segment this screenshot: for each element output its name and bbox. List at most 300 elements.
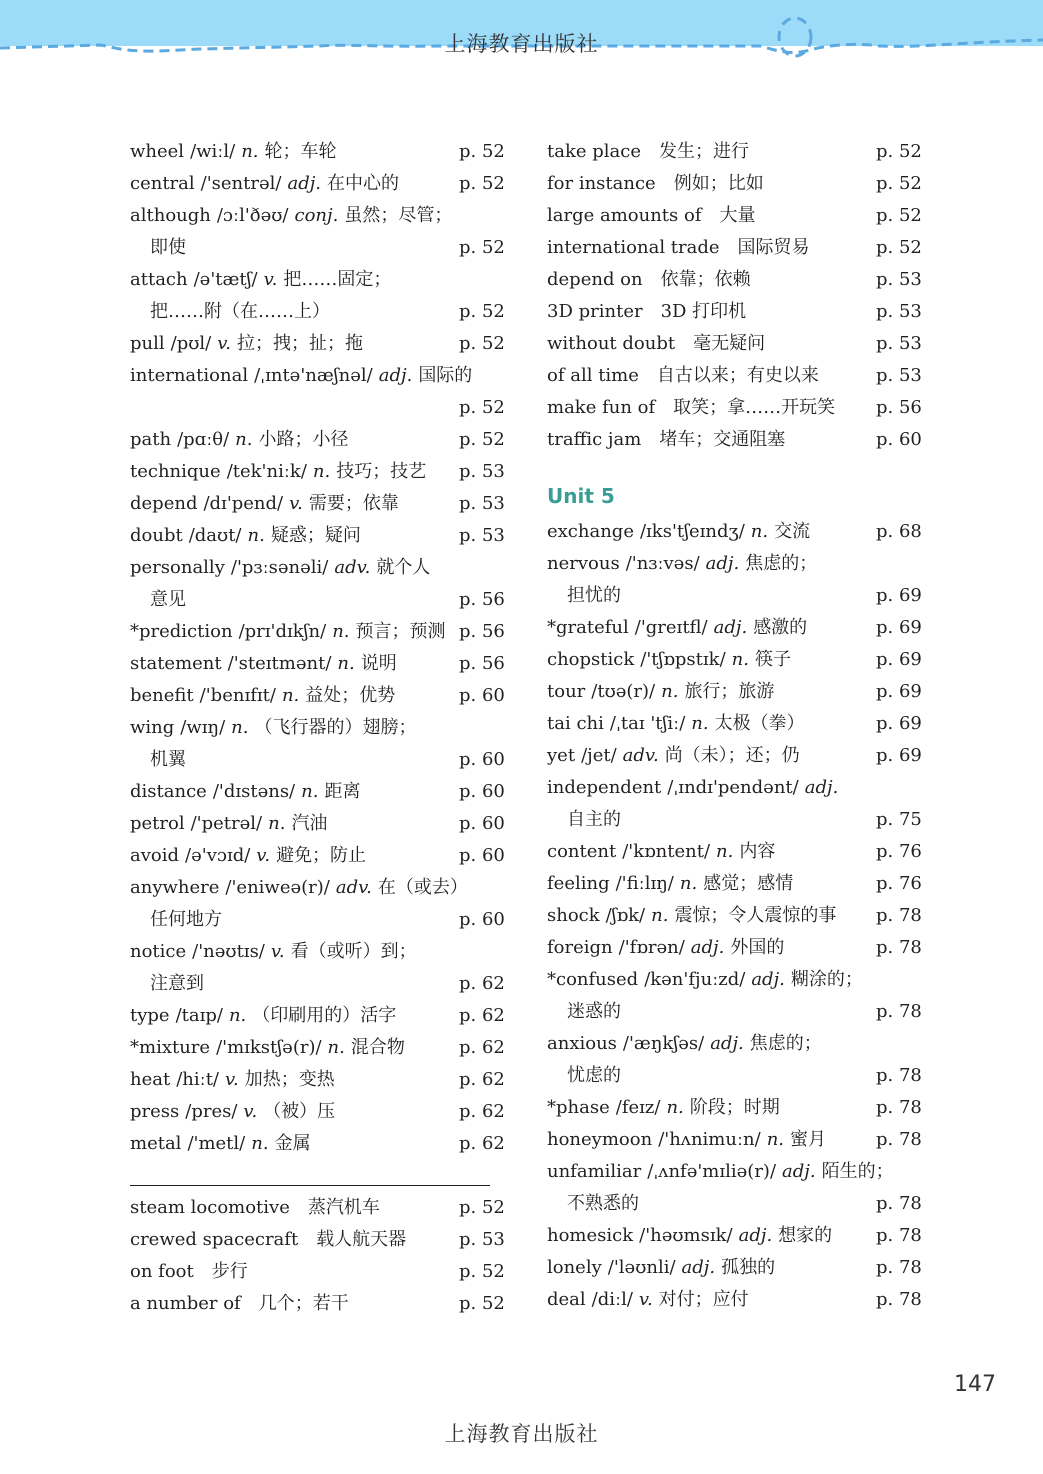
- phonetic: /'steɪtmənt/: [227, 653, 332, 674]
- phonetic: /pɑːθ/: [177, 429, 230, 450]
- vocab-line: [130, 616, 505, 648]
- word: foreign: [547, 937, 613, 958]
- publisher-footer: 上海教育出版社: [444, 1422, 599, 1446]
- vocab-line: [547, 804, 922, 836]
- part-of-speech: n.: [332, 621, 350, 642]
- part-of-speech: v.: [225, 1069, 239, 1090]
- part-of-speech: n.: [251, 1133, 269, 1154]
- page-reference: p. 52: [459, 301, 505, 322]
- phonetic: /pʊl/: [170, 333, 212, 354]
- meaning: 阶段；时期: [689, 1097, 780, 1118]
- page-reference: p. 53: [876, 333, 922, 354]
- word: petrol: [130, 813, 185, 834]
- part-of-speech: adj.: [713, 617, 748, 638]
- phonetic: /ˌɪndɪ'pendənt/: [667, 777, 799, 798]
- meaning: （被）压: [263, 1101, 336, 1122]
- vocab-line: [130, 1256, 505, 1288]
- vocab-line: [547, 900, 922, 932]
- word: technique: [130, 461, 221, 482]
- meaning: 自主的: [567, 809, 621, 830]
- word: independent: [547, 777, 662, 798]
- word: homesick: [547, 1225, 634, 1246]
- part-of-speech: adj.: [287, 173, 322, 194]
- vocab-line: [547, 1220, 922, 1252]
- word: tour: [547, 681, 586, 702]
- word: take place: [547, 141, 641, 162]
- page-reference: p. 78: [876, 1097, 922, 1118]
- word: *prediction: [130, 621, 233, 642]
- word: anxious: [547, 1033, 617, 1054]
- phonetic: /'nɜːvəs/: [625, 553, 700, 574]
- vocab-line: [547, 1156, 919, 1188]
- vocab-line: [547, 264, 922, 296]
- page-reference: p. 53: [876, 269, 922, 290]
- meaning: 例如；比如: [673, 173, 764, 194]
- meaning: 发生；进行: [659, 141, 749, 162]
- word: deal: [547, 1289, 586, 1310]
- page-number: 147: [954, 1372, 996, 1397]
- page-reference: p. 78: [876, 1193, 922, 1214]
- word: shock: [547, 905, 600, 926]
- word: type: [130, 1005, 170, 1026]
- word: attach: [130, 269, 188, 290]
- page-reference: p. 60: [459, 845, 505, 866]
- page-reference: p. 78: [876, 937, 922, 958]
- part-of-speech: n.: [661, 681, 679, 702]
- part-of-speech: n.: [716, 841, 734, 862]
- meaning: 蜜月: [790, 1129, 827, 1150]
- part-of-speech: n.: [281, 685, 300, 706]
- word: personally: [130, 557, 225, 578]
- vocab-line: [130, 776, 505, 808]
- word: doubt: [130, 525, 183, 546]
- word: distance: [130, 781, 207, 802]
- part-of-speech: conj.: [294, 205, 339, 226]
- word: depend on: [547, 269, 643, 290]
- page-reference: p. 52: [876, 141, 922, 162]
- meaning: 说明: [360, 653, 397, 674]
- page-reference: p. 78: [876, 1289, 922, 1310]
- word: content: [547, 841, 617, 862]
- phonetic: /taɪp/: [175, 1005, 223, 1026]
- page-reference: p. 52: [459, 1293, 505, 1314]
- vocab-line: [130, 1224, 505, 1256]
- meaning: 注意到: [150, 973, 204, 994]
- page-reference: p. 52: [459, 1197, 505, 1218]
- vocab-line: [547, 360, 922, 392]
- meaning: 大量: [719, 205, 756, 226]
- word: a number of: [130, 1293, 241, 1314]
- meaning: 几个；若干: [258, 1293, 349, 1314]
- word: wing: [130, 717, 175, 738]
- phonetic: /diːl/: [591, 1289, 633, 1310]
- part-of-speech: n.: [337, 653, 355, 674]
- meaning: 交流: [774, 521, 811, 542]
- meaning: 避免；防止: [276, 845, 367, 866]
- meaning: 混合物: [350, 1037, 405, 1058]
- meaning: 焦虑的；: [745, 553, 818, 574]
- vocab-line: [130, 552, 502, 584]
- page-reference: p. 69: [876, 681, 922, 702]
- vocab-line: [547, 676, 922, 708]
- meaning: 意见: [150, 589, 186, 610]
- phonetic: /'greɪtfl/: [634, 617, 708, 638]
- meaning: 毫无疑问: [693, 333, 766, 354]
- word: path: [130, 429, 172, 450]
- part-of-speech: n.: [731, 649, 749, 670]
- vocab-line: [547, 1188, 922, 1220]
- meaning: 预言；预测: [355, 621, 446, 642]
- vocab-line: [547, 548, 919, 580]
- meaning: 看（或听）到；: [290, 941, 417, 962]
- word: *confused: [547, 969, 639, 990]
- phrase-list-right: [547, 136, 922, 456]
- meaning: （飞行器的）翅膀；: [254, 717, 417, 738]
- page-reference: p. 62: [459, 973, 505, 994]
- part-of-speech: v.: [243, 1101, 258, 1122]
- part-of-speech: adj.: [782, 1161, 816, 1182]
- phonetic: /'hʌnimuːn/: [658, 1129, 761, 1150]
- word: anywhere: [130, 877, 220, 898]
- word: avoid: [130, 845, 180, 866]
- vocab-line: [547, 136, 922, 168]
- phonetic: /wiːl/: [190, 141, 236, 162]
- word: benefit: [130, 685, 194, 706]
- page-reference: p. 78: [876, 1001, 922, 1022]
- word: depend: [130, 493, 198, 514]
- meaning: 自古以来；有史以来: [656, 365, 819, 386]
- part-of-speech: v.: [270, 941, 285, 962]
- vocab-line: [130, 968, 505, 1000]
- page-reference: p. 53: [876, 301, 922, 322]
- vocab-line: [547, 424, 922, 456]
- phonetic: /'æŋkʃəs/: [622, 1033, 705, 1054]
- vocab-line: [130, 680, 505, 712]
- word: of all time: [547, 365, 639, 386]
- meaning: 忧虑的: [567, 1065, 621, 1086]
- vocab-line: [130, 1000, 505, 1032]
- page-reference: p. 69: [876, 745, 922, 766]
- phonetic: /dɪ'pend/: [203, 493, 284, 514]
- vocab-line: [130, 1096, 505, 1128]
- meaning: 担忧的: [567, 585, 621, 606]
- word: 3D printer: [547, 301, 643, 322]
- meaning: 步行: [211, 1261, 248, 1282]
- word: large amounts of: [547, 205, 702, 226]
- meaning: 堵车；交通阻塞: [659, 429, 786, 450]
- page-reference: p. 52: [459, 141, 505, 162]
- phonetic: /ɔːl'ðəʊ/: [216, 205, 289, 226]
- meaning: 感激的: [753, 617, 808, 638]
- phonetic: /'pɜːsənəli/: [230, 557, 329, 578]
- meaning: 震惊；令人震惊的事: [674, 905, 837, 926]
- phonetic: /ə'vɔɪd/: [185, 845, 251, 866]
- part-of-speech: n.: [666, 1097, 684, 1118]
- meaning: 在（或去）: [377, 877, 468, 898]
- vocab-line: [547, 168, 922, 200]
- phonetic: /'metl/: [187, 1133, 246, 1154]
- vocab-line: [130, 200, 502, 232]
- vocab-line: [130, 872, 502, 904]
- meaning: 孤独的: [721, 1257, 776, 1278]
- word: *phase: [547, 1097, 610, 1118]
- vocab-line: [547, 644, 922, 676]
- vocab-line: [130, 360, 502, 392]
- word: steam locomotive: [130, 1197, 290, 1218]
- meaning: 虽然；尽管；: [344, 205, 453, 226]
- phonetic: /ˌʌnfə'mɪliə(r)/: [647, 1161, 777, 1182]
- right-column: [547, 136, 922, 1316]
- meaning: 尚（未）；还；仍: [664, 745, 800, 766]
- page-reference: p. 52: [876, 205, 922, 226]
- part-of-speech: adj.: [738, 1225, 773, 1246]
- left-column: [130, 136, 505, 1320]
- part-of-speech: adj.: [804, 777, 839, 798]
- vocab-line: [547, 296, 922, 328]
- word: notice: [130, 941, 187, 962]
- meaning: 3D 打印机: [660, 301, 747, 322]
- page-reference: p. 52: [459, 397, 505, 418]
- word: statement: [130, 653, 222, 674]
- page-reference: p. 52: [459, 429, 505, 450]
- page-reference: p. 76: [876, 873, 922, 894]
- phonetic: /wɪŋ/: [180, 717, 226, 738]
- meaning: 外国的: [730, 937, 785, 958]
- page-reference: p. 52: [876, 173, 922, 194]
- phonetic: /ɪks'tʃeɪndʒ/: [639, 521, 745, 542]
- meaning: 小路；小径: [258, 429, 349, 450]
- page-reference: p. 60: [876, 429, 922, 450]
- meaning: 依靠；依赖: [660, 269, 751, 290]
- vocab-line: [130, 392, 505, 424]
- meaning: 拉；拽；扯；拖: [236, 333, 363, 354]
- phonetic: /pres/: [185, 1101, 238, 1122]
- vocab-line: [130, 296, 505, 328]
- vocab-line: [130, 904, 505, 936]
- vocab-line: [547, 932, 922, 964]
- part-of-speech: v.: [217, 333, 231, 354]
- phonetic: /'tʃɒpstɪk/: [640, 649, 726, 670]
- word: honeymoon: [547, 1129, 653, 1150]
- vocab-line: [547, 740, 922, 772]
- word: lonely: [547, 1257, 602, 1278]
- unit-heading: Unit 5: [547, 484, 615, 508]
- page-reference: p. 62: [459, 1101, 505, 1122]
- part-of-speech: v.: [289, 493, 303, 514]
- word: central: [130, 173, 195, 194]
- word: pull: [130, 333, 165, 354]
- phonetic: /'nəʊtɪs/: [192, 941, 265, 962]
- meaning: 距离: [324, 781, 361, 802]
- vocab-line: [547, 836, 922, 868]
- meaning: 益处；优势: [305, 685, 396, 706]
- meaning: 疑惑；疑问: [270, 525, 361, 546]
- vocab-line: [547, 328, 922, 360]
- page-reference: p. 78: [876, 1257, 922, 1278]
- meaning: 任何地方: [150, 909, 222, 930]
- word: although: [130, 205, 211, 226]
- vocab-line: [547, 1124, 922, 1156]
- vocab-line: [130, 136, 505, 168]
- vocab-line: [130, 328, 505, 360]
- meaning: 需要；依靠: [308, 493, 399, 514]
- page-reference: p. 69: [876, 585, 922, 606]
- phonetic: /'dɪstəns/: [212, 781, 296, 802]
- meaning: 糊涂的；: [790, 969, 863, 990]
- phonetic: /'fiːlɪŋ/: [615, 873, 674, 894]
- vocab-line: [130, 488, 505, 520]
- phonetic: /daʊt/: [188, 525, 242, 546]
- word: chopstick: [547, 649, 635, 670]
- meaning: 金属: [274, 1133, 311, 1154]
- part-of-speech: n.: [241, 141, 259, 162]
- meaning: 国际贸易: [737, 237, 810, 258]
- meaning: 国际的: [418, 365, 473, 386]
- word: feeling: [547, 873, 610, 894]
- part-of-speech: n.: [327, 1037, 345, 1058]
- meaning: 就个人: [376, 557, 431, 578]
- page-reference: p. 60: [459, 685, 505, 706]
- page-reference: p. 53: [459, 461, 505, 482]
- word: nervous: [547, 553, 620, 574]
- meaning: 载人航天器: [316, 1229, 407, 1250]
- part-of-speech: adj.: [681, 1257, 716, 1278]
- word: tai chi: [547, 713, 604, 734]
- phonetic: /'benɪfɪt/: [199, 685, 276, 706]
- page-reference: p. 52: [459, 237, 505, 258]
- meaning: 内容: [739, 841, 776, 862]
- word: exchange: [547, 521, 634, 542]
- part-of-speech: adv.: [335, 877, 372, 898]
- vocab-line: [547, 516, 922, 548]
- page-reference: p. 53: [459, 525, 505, 546]
- part-of-speech: adj.: [378, 365, 413, 386]
- meaning: 把……固定；: [283, 269, 392, 290]
- part-of-speech: adj.: [751, 969, 785, 990]
- page-reference: p. 62: [459, 1069, 505, 1090]
- page-reference: p. 76: [876, 841, 922, 862]
- phonetic: /'mɪkstʃə(r)/: [216, 1037, 322, 1058]
- part-of-speech: n.: [750, 521, 769, 542]
- part-of-speech: n.: [301, 781, 319, 802]
- vocab-line: [130, 744, 505, 776]
- word: wheel: [130, 141, 185, 162]
- vocab-line: [130, 168, 505, 200]
- page-reference: p. 60: [459, 749, 505, 770]
- meaning: 迷惑的: [567, 1001, 621, 1022]
- word: heat: [130, 1069, 171, 1090]
- vocab-line: [130, 456, 505, 488]
- vocab-line: [130, 424, 505, 456]
- phonetic: /prɪ'dɪkʃn/: [238, 621, 327, 642]
- page-reference: p. 56: [459, 653, 505, 674]
- meaning: （印刷用的）活字: [252, 1005, 397, 1026]
- vocab-line: [130, 648, 505, 680]
- part-of-speech: adj.: [705, 553, 740, 574]
- meaning: 机翼: [150, 749, 186, 770]
- phonetic: /ˌtaɪ 'tʃiː/: [609, 713, 686, 734]
- page-reference: p. 62: [459, 1133, 505, 1154]
- meaning: 太极（拳）: [714, 713, 805, 734]
- page-reference: p. 69: [876, 617, 922, 638]
- vocabulary-list-left: [130, 136, 505, 1160]
- page-reference: p. 60: [459, 813, 505, 834]
- page-reference: p. 53: [876, 365, 922, 386]
- word: *mixture: [130, 1037, 211, 1058]
- page-reference: p. 60: [459, 781, 505, 802]
- vocab-line: [130, 264, 502, 296]
- word: make fun of: [547, 397, 656, 418]
- meaning: 轮；车轮: [264, 141, 337, 162]
- vocab-line: [130, 232, 505, 264]
- meaning: 筷子: [754, 649, 791, 670]
- divider-line: [130, 1185, 490, 1186]
- meaning: 取笑；拿……开玩笑: [673, 397, 836, 418]
- phonetic: /'kɒntent/: [622, 841, 711, 862]
- meaning: 对付；应付: [658, 1289, 749, 1310]
- vocab-line: [130, 1032, 505, 1064]
- page-reference: p. 78: [876, 1065, 922, 1086]
- phonetic: /ˌɪntə'næʃnəl/: [254, 365, 373, 386]
- vocab-line: [547, 232, 922, 264]
- phonetic: /'ləʊnli/: [607, 1257, 676, 1278]
- vocab-line: [547, 1060, 922, 1092]
- vocabulary-list-right: [547, 516, 922, 1316]
- vocab-line: [130, 1288, 505, 1320]
- word: crewed spacecraft: [130, 1229, 299, 1250]
- word: *grateful: [547, 617, 629, 638]
- meaning: 技巧；技艺: [336, 461, 427, 482]
- vocab-line: [547, 772, 919, 804]
- vocab-line: [130, 712, 502, 744]
- page-reference: p. 69: [876, 649, 922, 670]
- part-of-speech: adj.: [710, 1033, 744, 1054]
- part-of-speech: n.: [651, 905, 669, 926]
- part-of-speech: n.: [679, 873, 698, 894]
- page-reference: p. 53: [459, 493, 505, 514]
- meaning: 感觉；感情: [703, 873, 794, 894]
- page-reference: p. 62: [459, 1005, 505, 1026]
- phonetic: /'eniweə(r)/: [225, 877, 330, 898]
- phonetic: /'petrəl/: [190, 813, 263, 834]
- page-reference: p. 56: [876, 397, 922, 418]
- phonetic: /kən'fjuːzd/: [644, 969, 746, 990]
- word: unfamiliar: [547, 1161, 642, 1182]
- part-of-speech: v.: [638, 1289, 653, 1310]
- vocab-line: [130, 520, 505, 552]
- vocab-line: [130, 584, 505, 616]
- part-of-speech: adv.: [622, 745, 659, 766]
- page-reference: p. 52: [876, 237, 922, 258]
- page-reference: p. 56: [459, 621, 505, 642]
- phonetic: /tʊə(r)/: [591, 681, 656, 702]
- word: international trade: [547, 237, 720, 258]
- page-reference: p. 78: [876, 1129, 922, 1150]
- page-reference: p. 75: [876, 809, 922, 830]
- meaning: 在中心的: [327, 173, 400, 194]
- vocab-line: [547, 708, 922, 740]
- page-reference: p. 78: [876, 905, 922, 926]
- vocab-line: [547, 1028, 919, 1060]
- phonetic: /tek'niːk/: [226, 461, 307, 482]
- vocab-line: [547, 200, 922, 232]
- publisher-header: 上海教育出版社: [444, 32, 599, 56]
- page-reference: p. 56: [459, 589, 505, 610]
- phonetic: /'həʊmsɪk/: [639, 1225, 733, 1246]
- meaning: 不熟悉的: [567, 1193, 639, 1214]
- meaning: 旅行；旅游: [684, 681, 775, 702]
- word: metal: [130, 1133, 182, 1154]
